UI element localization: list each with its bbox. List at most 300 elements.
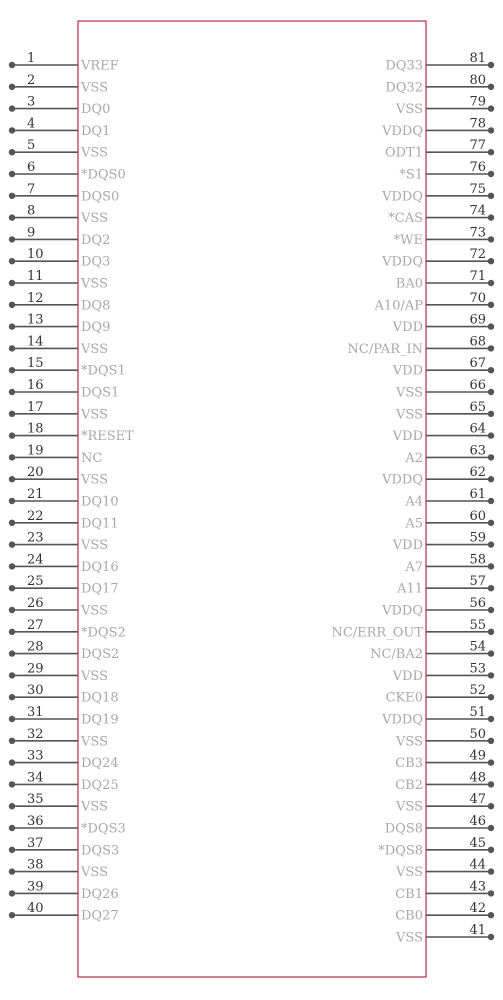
pin-number: 54 bbox=[469, 639, 486, 655]
pin-signal-name: DQ18 bbox=[81, 690, 119, 706]
pin-9 bbox=[9, 225, 111, 248]
pin-endpoint-dot bbox=[488, 694, 494, 700]
pin-number: 52 bbox=[469, 683, 486, 699]
pin-number: 64 bbox=[469, 421, 486, 437]
pin-67 bbox=[392, 356, 494, 379]
pin-endpoint-dot bbox=[9, 476, 15, 482]
pin-signal-name: VSS bbox=[81, 865, 108, 881]
pin-signal-name: VSS bbox=[81, 799, 108, 815]
pin-endpoint-dot bbox=[488, 912, 494, 918]
pin-endpoint-dot bbox=[9, 520, 15, 526]
pin-number: 56 bbox=[469, 596, 486, 611]
pin-number: 49 bbox=[469, 748, 486, 764]
pin-number: 79 bbox=[469, 94, 486, 110]
pin-signal-name: DQ17 bbox=[81, 581, 119, 597]
pin-endpoint-dot bbox=[488, 781, 494, 787]
pin-35 bbox=[9, 792, 108, 815]
pin-number: 51 bbox=[469, 705, 486, 720]
pin-42 bbox=[395, 901, 494, 924]
pin-signal-name: DQ16 bbox=[81, 559, 119, 575]
pin-endpoint-dot bbox=[488, 847, 494, 853]
pin-70 bbox=[374, 291, 495, 314]
pin-signal-name: NC/PAR_IN bbox=[347, 341, 423, 357]
pin-endpoint-dot bbox=[488, 890, 494, 896]
pin-number: 63 bbox=[469, 443, 486, 459]
pin-77 bbox=[385, 138, 494, 161]
pin-endpoint-dot bbox=[488, 258, 494, 264]
pin-number: 21 bbox=[27, 487, 44, 502]
pin-number: 66 bbox=[469, 378, 486, 393]
pin-14 bbox=[9, 334, 108, 357]
pin-endpoint-dot bbox=[9, 585, 15, 591]
pin-signal-name: *RESET bbox=[81, 429, 134, 445]
pin-signal-name: DQ8 bbox=[81, 298, 111, 314]
pin-endpoint-dot bbox=[9, 825, 15, 831]
pin-endpoint-dot bbox=[9, 541, 15, 547]
pin-57 bbox=[396, 574, 494, 597]
pin-81 bbox=[385, 51, 494, 74]
pin-endpoint-dot bbox=[9, 672, 15, 678]
pin-number: 61 bbox=[469, 487, 486, 502]
pin-endpoint-dot bbox=[9, 847, 15, 853]
pin-endpoint-dot bbox=[488, 803, 494, 809]
pin-60 bbox=[404, 509, 494, 532]
pin-signal-name: *DQS1 bbox=[81, 363, 126, 379]
pin-number: 46 bbox=[469, 814, 486, 829]
pin-signal-name: VSS bbox=[396, 734, 423, 750]
pin-endpoint-dot bbox=[488, 868, 494, 874]
pin-endpoint-dot bbox=[488, 367, 494, 373]
pin-endpoint-dot bbox=[488, 520, 494, 526]
pin-number: 77 bbox=[469, 138, 486, 154]
pin-29 bbox=[9, 661, 108, 684]
pin-number: 39 bbox=[27, 879, 44, 895]
pin-number: 76 bbox=[469, 160, 486, 175]
pin-signal-name: VREF bbox=[81, 58, 119, 74]
pin-34 bbox=[9, 770, 119, 793]
pin-signal-name: *DQS8 bbox=[378, 843, 423, 859]
pin-signal-name: VSS bbox=[396, 930, 423, 946]
pin-11 bbox=[9, 269, 108, 292]
pin-number: 74 bbox=[469, 203, 486, 219]
pin-endpoint-dot bbox=[9, 367, 15, 373]
pin-endpoint-dot bbox=[9, 738, 15, 744]
pin-endpoint-dot bbox=[9, 868, 15, 874]
pin-endpoint-dot bbox=[488, 127, 494, 133]
pin-17 bbox=[9, 400, 108, 423]
pin-78 bbox=[381, 116, 494, 138]
pin-number: 16 bbox=[27, 378, 44, 393]
pin-12 bbox=[9, 291, 111, 314]
pin-signal-name: A10/AP bbox=[374, 298, 423, 314]
pin-endpoint-dot bbox=[9, 193, 15, 199]
pin-number: 15 bbox=[27, 356, 44, 372]
pin-24 bbox=[9, 552, 119, 575]
pin-number: 71 bbox=[469, 269, 486, 284]
pin-number: 81 bbox=[469, 51, 486, 66]
pin-8 bbox=[9, 204, 108, 227]
pin-41 bbox=[395, 923, 494, 946]
pin-endpoint-dot bbox=[9, 214, 15, 220]
pin-signal-name: VSS bbox=[81, 407, 108, 423]
pin-58 bbox=[404, 552, 494, 575]
pin-endpoint-dot bbox=[9, 280, 15, 286]
pin-signal-name: VSS bbox=[81, 668, 108, 684]
pin-endpoint-dot bbox=[9, 607, 15, 613]
pin-number: 67 bbox=[469, 356, 486, 372]
pin-endpoint-dot bbox=[488, 716, 494, 722]
pin-endpoint-dot bbox=[9, 105, 15, 111]
pin-signal-name: DQ24 bbox=[81, 756, 119, 772]
pin-47 bbox=[395, 792, 494, 815]
pin-25 bbox=[9, 574, 119, 597]
pin-62 bbox=[381, 465, 494, 488]
pin-endpoint-dot bbox=[488, 345, 494, 351]
pin-signal-name: DQ2 bbox=[81, 232, 111, 248]
pin-endpoint-dot bbox=[488, 650, 494, 656]
pin-18 bbox=[9, 422, 134, 445]
pin-endpoint-dot bbox=[488, 432, 494, 438]
pin-number: 9 bbox=[27, 225, 36, 241]
pin-27 bbox=[9, 618, 126, 641]
pin-signal-name: NC bbox=[81, 450, 103, 466]
pin-31 bbox=[9, 705, 119, 728]
pin-endpoint-dot bbox=[9, 411, 15, 417]
pin-signal-name: DQ25 bbox=[81, 777, 119, 793]
pin-number: 5 bbox=[27, 138, 36, 154]
pin-23 bbox=[9, 531, 108, 554]
pin-signal-name: DQS1 bbox=[81, 385, 120, 401]
pin-signal-name: VDDQ bbox=[382, 472, 423, 488]
pin-number: 26 bbox=[27, 596, 44, 611]
pin-endpoint-dot bbox=[488, 302, 494, 308]
pin-number: 4 bbox=[27, 116, 36, 132]
pin-endpoint-dot bbox=[9, 781, 15, 787]
pin-signal-name: VSS bbox=[81, 80, 108, 96]
pin-50 bbox=[395, 727, 494, 750]
pin-signal-name: DQ32 bbox=[385, 80, 423, 96]
pin-signal-name: CB0 bbox=[395, 908, 423, 924]
pin-number: 40 bbox=[27, 901, 44, 917]
pin-16 bbox=[9, 378, 119, 401]
pin-number: 3 bbox=[27, 94, 36, 110]
pin-number: 75 bbox=[469, 181, 486, 197]
pin-36 bbox=[9, 814, 126, 837]
pin-endpoint-dot bbox=[488, 411, 494, 417]
pin-signal-name: ODT1 bbox=[384, 145, 423, 161]
pin-endpoint-dot bbox=[9, 650, 15, 656]
pin-signal-name: VDD bbox=[392, 538, 423, 554]
pin-number: 18 bbox=[27, 421, 44, 437]
pin-endpoint-dot bbox=[9, 454, 15, 460]
pin-number: 1 bbox=[27, 51, 36, 66]
pin-signal-name: VSS bbox=[81, 211, 108, 227]
pin-endpoint-dot bbox=[488, 149, 494, 155]
pin-number: 48 bbox=[469, 770, 486, 786]
pin-20 bbox=[9, 465, 108, 488]
pin-number: 50 bbox=[469, 726, 486, 742]
pin-1 bbox=[9, 51, 119, 74]
pin-number: 60 bbox=[469, 508, 486, 524]
pin-signal-name: VSS bbox=[396, 407, 423, 423]
pin-endpoint-dot bbox=[488, 759, 494, 765]
pin-endpoint-dot bbox=[9, 127, 15, 133]
pin-30 bbox=[9, 683, 119, 706]
pin-signal-name: DQ27 bbox=[81, 908, 119, 924]
pin-10 bbox=[9, 247, 111, 270]
pin-19 bbox=[9, 443, 103, 466]
pin-number: 70 bbox=[469, 290, 486, 306]
pin-signal-name: VSS bbox=[81, 603, 108, 619]
pin-46 bbox=[385, 814, 494, 837]
pin-signal-name: DQS0 bbox=[81, 189, 120, 205]
pin-signal-name: DQ26 bbox=[81, 886, 119, 902]
pin-number: 45 bbox=[469, 835, 486, 851]
pin-signal-name: VSS bbox=[396, 102, 423, 118]
pin-endpoint-dot bbox=[488, 607, 494, 613]
pin-number: 22 bbox=[27, 508, 44, 524]
pin-7 bbox=[9, 182, 119, 205]
pin-endpoint-dot bbox=[9, 258, 15, 264]
pin-endpoint-dot bbox=[488, 738, 494, 744]
pin-signal-name: NC/ERR_OUT bbox=[331, 625, 423, 641]
pin-21 bbox=[9, 487, 119, 510]
pin-signal-name: *DQS0 bbox=[81, 167, 126, 183]
pin-number: 29 bbox=[27, 661, 44, 677]
pin-endpoint-dot bbox=[9, 84, 15, 90]
pin-number: 53 bbox=[469, 661, 486, 677]
pin-44 bbox=[395, 858, 494, 881]
pin-endpoint-dot bbox=[9, 302, 15, 308]
pin-number: 23 bbox=[27, 530, 44, 546]
pin-signal-name: BA0 bbox=[395, 276, 423, 292]
pin-endpoint-dot bbox=[488, 214, 494, 220]
pin-signal-name: *DQS3 bbox=[81, 821, 126, 837]
pin-number: 11 bbox=[27, 269, 44, 284]
pin-number: 25 bbox=[27, 574, 44, 590]
ic-body-outline bbox=[78, 21, 426, 977]
pin-13 bbox=[9, 313, 111, 336]
pin-number: 58 bbox=[469, 552, 486, 568]
pin-45 bbox=[378, 836, 494, 859]
pin-signal-name: VDDQ bbox=[382, 603, 423, 619]
pin-signal-name: CB1 bbox=[395, 886, 423, 902]
pin-65 bbox=[395, 400, 494, 423]
pin-37 bbox=[9, 836, 119, 859]
pin-number: 44 bbox=[469, 857, 486, 873]
pin-endpoint-dot bbox=[488, 280, 494, 286]
pin-number: 65 bbox=[469, 399, 486, 415]
pin-80 bbox=[385, 73, 494, 96]
pin-number: 31 bbox=[27, 705, 44, 720]
pin-endpoint-dot bbox=[488, 672, 494, 678]
pin-49 bbox=[395, 749, 494, 772]
pin-signal-name: VSS bbox=[81, 538, 108, 554]
pin-number: 57 bbox=[469, 574, 486, 590]
pin-endpoint-dot bbox=[9, 912, 15, 918]
pin-signal-name: *DQS2 bbox=[81, 625, 126, 641]
pin-endpoint-dot bbox=[488, 236, 494, 242]
pin-number: 41 bbox=[469, 923, 486, 938]
pin-number: 43 bbox=[469, 879, 486, 895]
pin-number: 47 bbox=[469, 792, 486, 808]
pin-endpoint-dot bbox=[488, 454, 494, 460]
pin-48 bbox=[395, 770, 494, 793]
pin-signal-name: DQ19 bbox=[81, 712, 119, 728]
pin-signal-name: VDDQ bbox=[382, 254, 423, 270]
pin-signal-name: VDDQ bbox=[382, 123, 423, 139]
pin-endpoint-dot bbox=[9, 432, 15, 438]
pin-endpoint-dot bbox=[488, 193, 494, 199]
pin-endpoint-dot bbox=[488, 629, 494, 635]
pin-number: 78 bbox=[469, 116, 486, 132]
pin-56 bbox=[381, 596, 494, 619]
pin-66 bbox=[395, 378, 494, 401]
pin-number: 73 bbox=[469, 225, 486, 241]
pin-number: 68 bbox=[469, 334, 486, 350]
pin-signal-name: VSS bbox=[396, 385, 423, 401]
pin-72 bbox=[381, 247, 494, 270]
pin-signal-name: DQ3 bbox=[81, 254, 111, 270]
pin-number: 38 bbox=[27, 857, 44, 873]
pin-number: 34 bbox=[27, 770, 44, 786]
pin-75 bbox=[381, 182, 494, 205]
pin-signal-name: DQ0 bbox=[81, 102, 111, 118]
pin-endpoint-dot bbox=[488, 84, 494, 90]
pin-number: 12 bbox=[27, 290, 44, 306]
pin-endpoint-dot bbox=[9, 149, 15, 155]
left-pin-column bbox=[9, 51, 134, 924]
pin-endpoint-dot bbox=[488, 541, 494, 547]
pin-signal-name: VSS bbox=[81, 145, 108, 161]
pin-69 bbox=[392, 313, 494, 336]
pin-endpoint-dot bbox=[9, 171, 15, 177]
pin-15 bbox=[9, 356, 126, 379]
pin-endpoint-dot bbox=[9, 236, 15, 242]
pin-number: 69 bbox=[469, 312, 486, 328]
pin-endpoint-dot bbox=[488, 498, 494, 504]
pin-number: 32 bbox=[27, 726, 44, 742]
pin-endpoint-dot bbox=[488, 171, 494, 177]
pin-signal-name: VSS bbox=[396, 865, 423, 881]
pin-6 bbox=[9, 160, 126, 183]
pin-signal-name: VDDQ bbox=[382, 189, 423, 205]
pin-endpoint-dot bbox=[9, 389, 15, 395]
pin-number: 24 bbox=[27, 552, 44, 568]
pin-signal-name: CB3 bbox=[395, 756, 423, 772]
pin-26 bbox=[9, 596, 108, 619]
pin-endpoint-dot bbox=[9, 563, 15, 569]
pin-endpoint-dot bbox=[9, 629, 15, 635]
pin-endpoint-dot bbox=[488, 563, 494, 569]
pin-signal-name: VSS bbox=[81, 472, 108, 488]
pin-signal-name: DQ10 bbox=[81, 494, 119, 510]
pin-number: 28 bbox=[27, 639, 44, 655]
pin-79 bbox=[395, 95, 494, 118]
pin-number: 59 bbox=[469, 530, 486, 546]
pin-number: 13 bbox=[27, 312, 44, 328]
pin-number: 42 bbox=[469, 901, 486, 917]
pin-signal-name: VSS bbox=[396, 799, 423, 815]
pin-52 bbox=[386, 683, 495, 706]
pin-signal-name: VDDQ bbox=[382, 712, 423, 728]
pin-number: 17 bbox=[27, 399, 44, 415]
pin-endpoint-dot bbox=[488, 323, 494, 329]
pin-64 bbox=[392, 422, 494, 445]
pin-signal-name: CB2 bbox=[395, 777, 423, 793]
pin-signal-name: CKE0 bbox=[385, 690, 423, 706]
pin-endpoint-dot bbox=[9, 694, 15, 700]
pin-number: 30 bbox=[27, 683, 44, 699]
pin-32 bbox=[9, 727, 108, 750]
pin-endpoint-dot bbox=[9, 890, 15, 896]
pin-endpoint-dot bbox=[9, 62, 15, 68]
pin-signal-name: DQ33 bbox=[385, 58, 423, 74]
pin-61 bbox=[404, 487, 494, 510]
pin-76 bbox=[399, 160, 494, 183]
pin-signal-name: A4 bbox=[405, 494, 423, 510]
pin-number: 35 bbox=[27, 792, 44, 808]
pin-endpoint-dot bbox=[488, 585, 494, 591]
pin-number: 19 bbox=[27, 443, 44, 459]
pin-51 bbox=[381, 705, 494, 728]
pin-number: 33 bbox=[27, 748, 44, 764]
pin-signal-name: A2 bbox=[405, 450, 423, 466]
pin-signal-name: *CAS bbox=[388, 211, 423, 227]
pin-signal-name: *WE bbox=[393, 232, 423, 248]
pin-signal-name: VDD bbox=[392, 363, 423, 379]
pin-signal-name: A11 bbox=[397, 581, 423, 597]
pin-number: 8 bbox=[27, 203, 36, 219]
pin-4 bbox=[9, 116, 111, 138]
pin-68 bbox=[348, 334, 495, 357]
pin-3 bbox=[9, 95, 111, 118]
right-pin-column bbox=[331, 51, 494, 946]
pin-28 bbox=[9, 640, 119, 663]
pin-number: 6 bbox=[27, 160, 36, 175]
pin-74 bbox=[388, 204, 494, 227]
pin-endpoint-dot bbox=[9, 803, 15, 809]
pin-signal-name: DQ1 bbox=[81, 123, 111, 139]
pin-signal-name: *S1 bbox=[399, 167, 423, 183]
pin-signal-name: VSS bbox=[81, 734, 108, 750]
pin-signal-name: DQ11 bbox=[81, 516, 119, 532]
pin-endpoint-dot bbox=[488, 476, 494, 482]
pin-39 bbox=[9, 879, 119, 902]
pin-endpoint-dot bbox=[9, 498, 15, 504]
pin-signal-name: DQ9 bbox=[81, 320, 111, 336]
pin-signal-name: DQS8 bbox=[384, 821, 423, 837]
pin-endpoint-dot bbox=[488, 934, 494, 940]
pin-signal-name: VSS bbox=[81, 341, 108, 357]
pin-number: 7 bbox=[27, 181, 36, 197]
pin-53 bbox=[392, 661, 494, 684]
pin-signal-name: A5 bbox=[405, 516, 423, 532]
pin-number: 80 bbox=[469, 72, 486, 88]
pin-73 bbox=[394, 225, 495, 248]
pin-43 bbox=[395, 879, 494, 902]
pin-number: 20 bbox=[27, 465, 44, 481]
pin-endpoint-dot bbox=[488, 825, 494, 831]
pin-number: 37 bbox=[27, 835, 44, 851]
pin-33 bbox=[9, 749, 119, 772]
pin-number: 14 bbox=[27, 334, 44, 350]
pin-38 bbox=[9, 858, 108, 881]
pin-5 bbox=[9, 138, 108, 161]
pin-2 bbox=[9, 73, 108, 96]
pin-signal-name: NC/BA2 bbox=[370, 647, 423, 663]
pin-endpoint-dot bbox=[488, 389, 494, 395]
